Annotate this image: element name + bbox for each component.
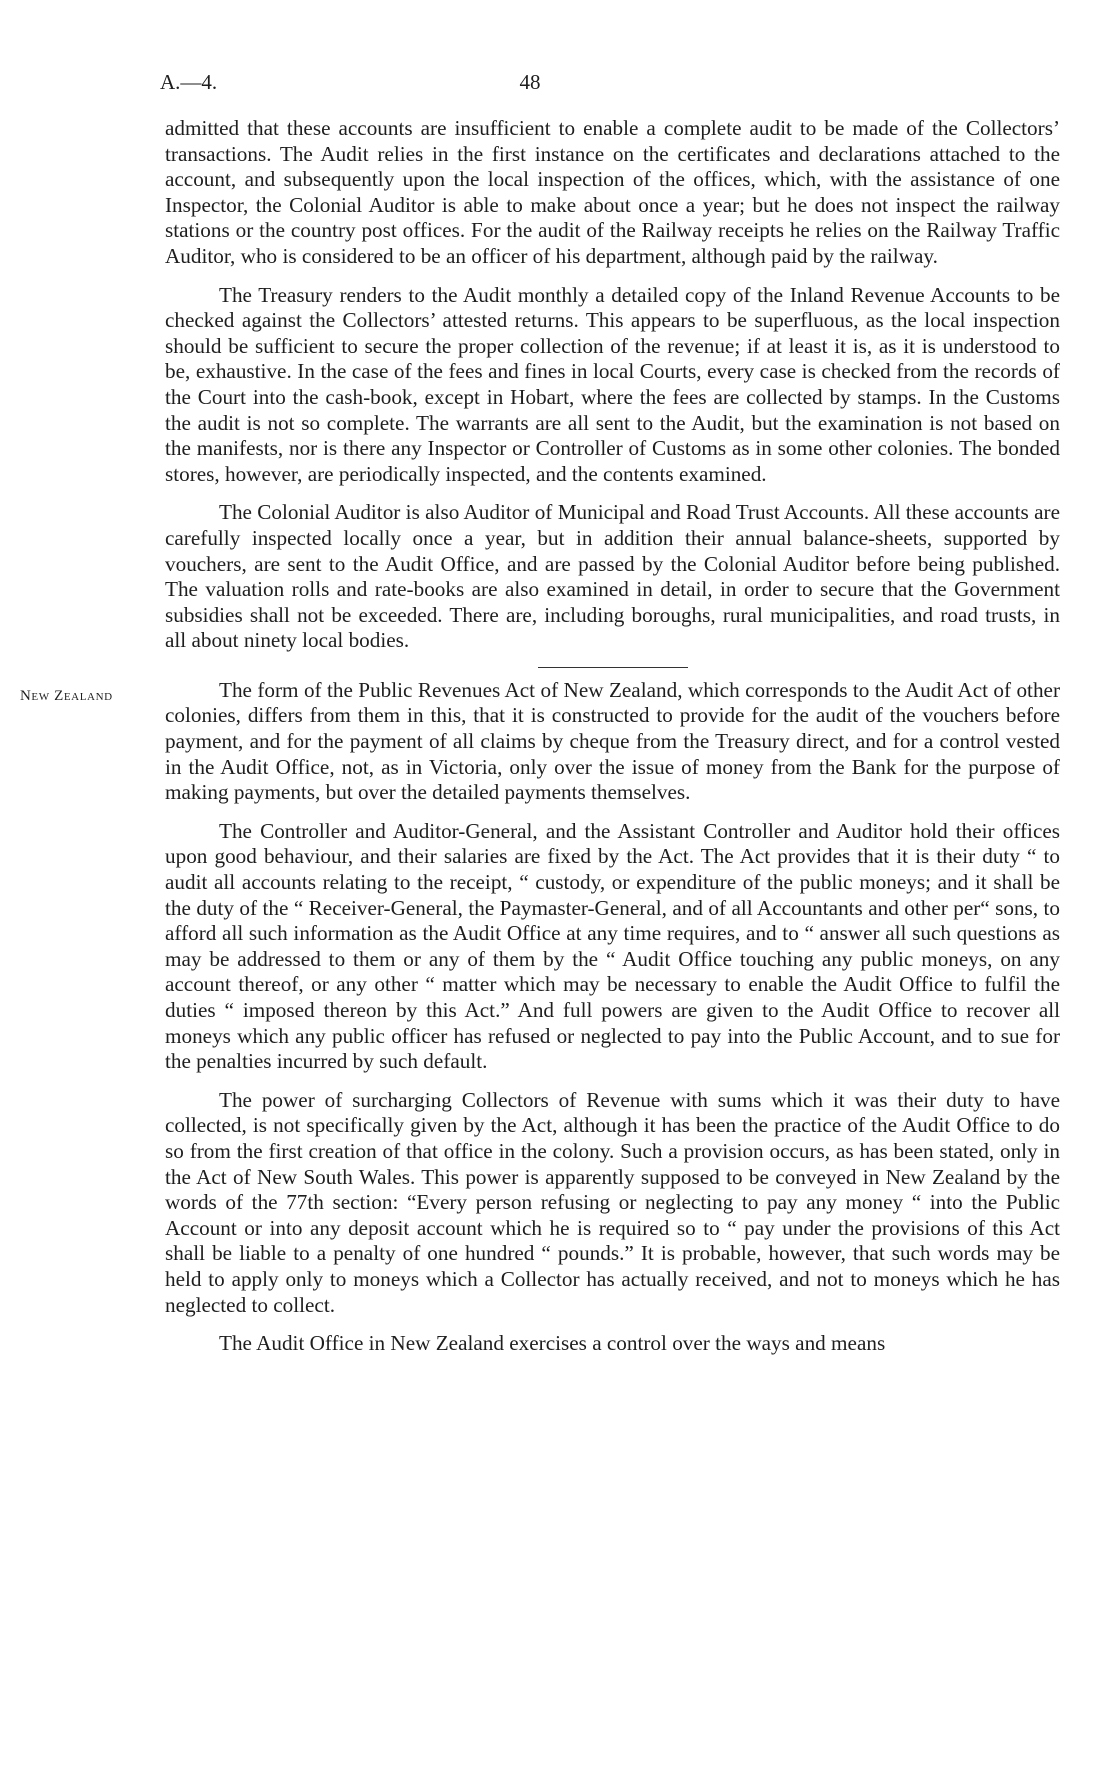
paragraph-4: The form of the Public Revenues Act of New Zealand, which corresponds to the Audit Act of other colonies, differs from them in this, that it is constructed to provide for the audit of the vouchers before payment, and for the payment of all claims by cheque from the Treasury direct, and for a control vested in the Audit Office, not, as in Victoria, only over the issue of money from the Bank for the purpose of making payments, but over the detailed payments themselves. bbox=[165, 677, 1060, 805]
paragraph-3: The Colonial Auditor is also Auditor of Municipal and Road Trust Accounts. All these accounts are carefully inspected locally once a year, but in addition their annual balance-sheets, supported by vouchers, are sent to the Audit Office, and are passed by the Colonial Auditor before being published. The valuation rolls and rate-books are also examined in detail, in order to secure that the Government subsidies shall not be exceeded. There are, including boroughs, rural municipalities, and road trusts, in all about ninety local bodies. bbox=[165, 500, 1060, 653]
margin-note-new-zealand: New Zealand bbox=[20, 687, 113, 704]
paragraph-1: admitted that these accounts are insufficient to enable a complete audit to be made of the Collectors’ transactions. The Audit relies in the first instance on the certificates and declarations attached to the account, and subsequently upon the local inspection of the offices, which, with the assistance of one Inspector, the Colonial Auditor is able to make about once a year; but he does not inspect the railway stations or the country post offices. For the audit of the Railway receipts he relies on the Railway Traffic Auditor, who is considered to be an officer of his department, although paid by the railway. bbox=[165, 116, 1060, 268]
paragraph-2: The Treasury renders to the Audit monthly a detailed copy of the Inland Revenue Accounts to be checked against the Collectors’ attested returns. This appears to be superfluous, as the local inspection should be sufficient to secure the proper collection of the revenue; if at least it is, as it is understood to be, exhaustive. In the case of the fees and fines in local Courts, every case is checked from the records of the Court into the cash-book, except in Hobart, where the fees are collected by stamps. In the Customs the audit is not so complete. The warrants are all sent to the Audit, but the examination is not based on the manifests, nor is there any Inspector or Controller of Customs as in some other colonies. The bonded stores, however, are periodically inspected, and the contents examined. bbox=[165, 282, 1060, 486]
page-header bbox=[160, 70, 1060, 100]
paragraph-5: The Controller and Auditor-General, and the Assistant Controller and Auditor hold their offices upon good behaviour, and their salaries are fixed by the Act. The Act provides that it is their duty “ to audit all accounts relating to the receipt, “ custody, or expenditure of the public moneys; and it shall be the duty of the “ Receiver-General, the Paymaster-General, and of all Accountants and other per“ sons, to afford all such information as the Audit Office at any time requires, and to “ answer all such questions as may be addressed to them or any of them by the “ Audit Office touching any public moneys, on any account thereof, or any other “ matter which may be necessary to enable the Audit Office to fulfil the duties “ imposed thereon by this Act.” And full powers are given to the Audit Office to recover all moneys which any public officer has refused or neglected to pay into the Public Account, and to sue for the penalties incurred by such default. bbox=[165, 818, 1060, 1074]
section-divider bbox=[538, 667, 688, 668]
new-zealand-section bbox=[20, 677, 1060, 806]
page-number: 48 bbox=[519, 70, 541, 94]
running-head: A.—4. bbox=[160, 70, 218, 94]
paragraph-6: The power of surcharging Collectors of Revenue with sums which it was their duty to have collected, is not specifically given by the Act, although it has been the practice of the Audit Office to do so from the first creation of that office in the colony. Such a provision occurs, as has been stated, only in the Act of New South Wales. This power is apparently supposed to be conveyed in New Zealand by the words of the 77th section: “Every person refusing or neglecting to pay any money “ into the Public Account or into any deposit account which he is required so to “ pay under the provisions of this Act shall be liable to a penalty of one hundred “ pounds.” It is probable, however, that such words may be held to apply only to moneys which a Collector has actually received, and not to moneys which he has neglected to collect. bbox=[165, 1087, 1060, 1317]
paragraph-7: The Audit Office in New Zealand exercises a control over the ways and means bbox=[219, 1331, 886, 1356]
body-text bbox=[20, 116, 1060, 1370]
